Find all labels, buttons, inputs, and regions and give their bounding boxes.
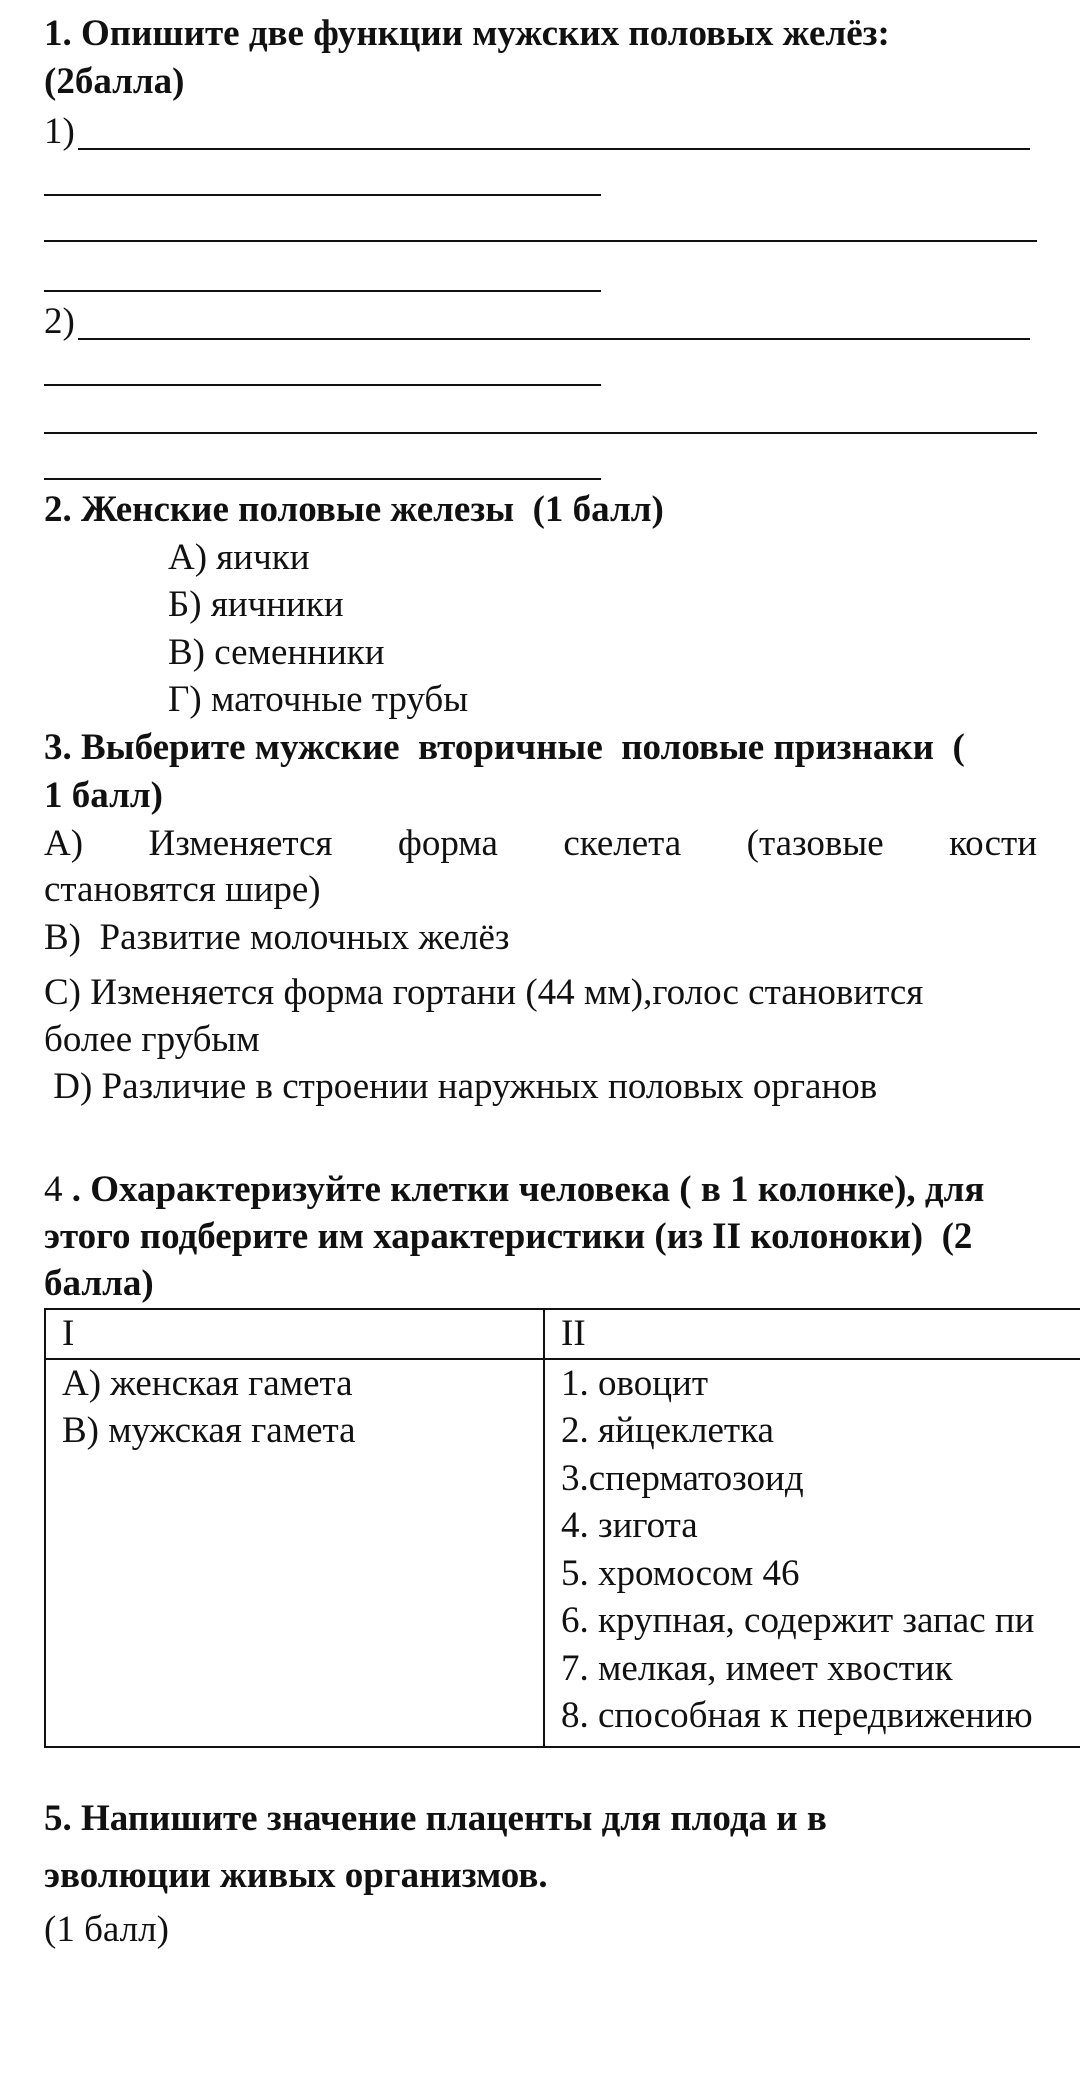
answer-line[interactable] [44, 384, 601, 386]
q2-option[interactable]: Г) маточные трубы [168, 679, 469, 720]
q3-option-d[interactable]: D) Различие в строении наружных половых органов [44, 1066, 878, 1107]
q1-answer2-label: 2) [44, 301, 75, 342]
matching-table [44, 1308, 1080, 1748]
answer-line[interactable] [44, 290, 601, 292]
table-header-row [45, 1309, 1080, 1359]
q1-points: (2балла) [44, 61, 185, 102]
list-item: 8. способная к передвижению [561, 1695, 1033, 1736]
q3-option-a-cont[interactable]: становятся шире) [44, 869, 321, 910]
q4-heading [44, 1166, 984, 1214]
q3-option-b[interactable]: В) Развитие молочных желёз [44, 917, 510, 958]
q3-title: 3. Выберите мужские вторичные половые признаки ( [44, 727, 965, 768]
q2-title: 2. Женские половые железы (1 балл) [44, 489, 664, 530]
q4-number: 4 [44, 1169, 72, 1210]
column-2-header: II [544, 1309, 1080, 1359]
answer-line[interactable] [78, 148, 1030, 150]
q5-title-cont: эволюции живых организмов. [44, 1855, 548, 1896]
list-item: 5. хромосом 46 [561, 1552, 800, 1594]
q5-points: (1 балл) [44, 1909, 169, 1950]
answer-line[interactable] [44, 194, 601, 196]
q5-title: 5. Напишите значение плаценты для плода и в [44, 1798, 827, 1839]
column-2-cell [544, 1359, 1080, 1747]
q3-option-c-cont[interactable]: более грубым [44, 1019, 260, 1060]
q4-title: . Охарактеризуйте клетки человека ( в 1 колонке), для [71, 1169, 985, 1210]
answer-line[interactable] [44, 432, 1037, 434]
list-item: 2. яйцеклетка [561, 1410, 774, 1451]
column-1-cell [45, 1359, 544, 1747]
list-item: В) мужская гамета [62, 1410, 356, 1451]
q4-title-cont2: балла) [44, 1263, 154, 1304]
q2-option[interactable]: Б) яичники [168, 584, 344, 625]
q4-title-cont: этого подберите им характеристики (из II колоноки) (2 [44, 1216, 973, 1257]
q3-option-c[interactable]: С) Изменяется форма гортани (44 мм),голос становится [44, 972, 924, 1013]
list-item: 1. овоцит [561, 1362, 708, 1404]
q1-title: 1. Опишите две функции мужских половых желёз: [44, 13, 890, 54]
table-row [45, 1359, 1080, 1747]
list-item: 3.сперматозоид [561, 1457, 804, 1499]
list-item: 4. зигота [561, 1505, 698, 1546]
q1-answer1-label: 1) [44, 111, 75, 152]
list-item: А) женская гамета [62, 1362, 353, 1404]
q2-option[interactable]: В) семенники [168, 632, 385, 673]
answer-line[interactable] [78, 338, 1030, 340]
list-item: 6. крупная, содержит запас пи [561, 1600, 1035, 1641]
answer-line[interactable] [44, 478, 601, 480]
list-item: 7. мелкая, имеет хвостик [561, 1647, 953, 1689]
q3-title-cont: 1 балл) [44, 775, 163, 816]
column-1-header: I [45, 1309, 544, 1359]
q3-option-a[interactable]: А) Изменяется форма скелета (тазовые кости [44, 823, 1037, 864]
q2-option[interactable]: А) яички [168, 537, 310, 578]
answer-line[interactable] [44, 240, 1037, 242]
